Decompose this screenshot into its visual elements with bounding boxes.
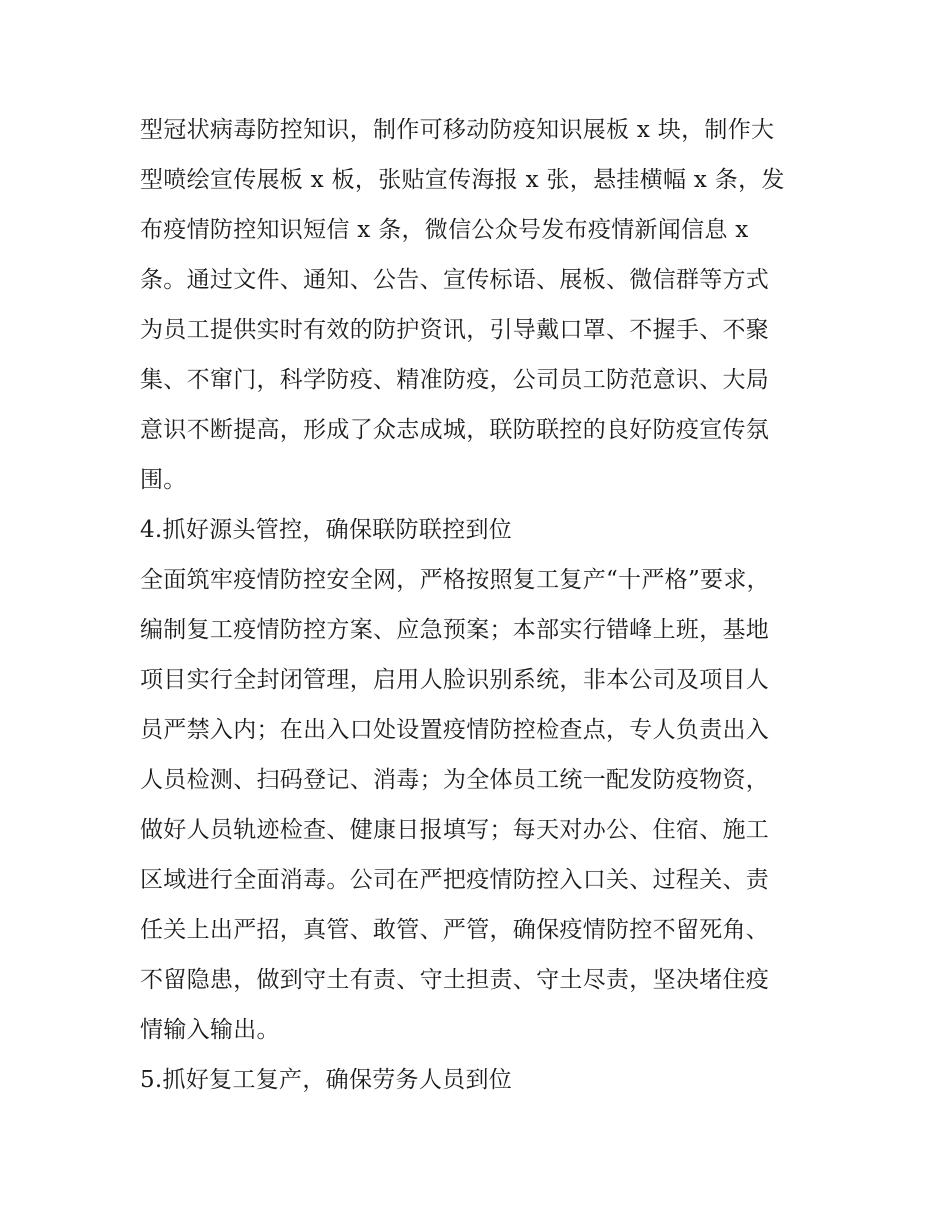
paragraph-line: 意识不断提高，形成了众志成城，联防联控的良好防疫宣传氛 — [140, 417, 770, 443]
paragraph-line: 项目实行全封闭管理，启用人脸识别系统，非本公司及项目人 — [140, 667, 770, 693]
paragraph-line: 编制复工疫情防控方案、应急预案；本部实行错峰上班，基地 — [140, 617, 770, 643]
section-heading-5: 5.抓好复工复产，确保劳务人员到位 — [140, 1067, 513, 1093]
paragraph-line: 情输入输出。 — [140, 1017, 280, 1043]
paragraph-line: 全面筑牢疫情防控安全网，严格按照复工复产“十严格”要求， — [140, 567, 770, 593]
paragraph-line: 区域进行全面消毒。公司在严把疫情防控入口关、过程关、责 — [140, 867, 770, 893]
paragraph-line: 围。 — [140, 467, 187, 493]
paragraph-line: 任关上出严招，真管、敢管、严管，确保疫情防控不留死角、 — [140, 917, 770, 943]
paragraph-line: 人员检测、扫码登记、消毒；为全体员工统一配发防疫物资， — [140, 767, 770, 793]
paragraph-line: 集、不窜门，科学防疫、精准防疫，公司员工防范意识、大局 — [140, 367, 770, 393]
paragraph-line: 做好人员轨迹检查、健康日报填写；每天对办公、住宿、施工 — [140, 817, 770, 843]
section-heading-4: 4.抓好源头管控，确保联防联控到位 — [140, 517, 513, 543]
paragraph-line: 条。通过文件、通知、公告、宣传标语、展板、微信群等方式 — [140, 267, 770, 293]
paragraph-line: 型喷绘宣传展板 x 板，张贴宣传海报 x 张，悬挂横幅 x 条，发 — [140, 167, 785, 193]
paragraph-line: 不留隐患，做到守土有责、守土担责、守土尽责，坚决堵住疫 — [140, 967, 770, 993]
paragraph-line: 员严禁入内；在出入口处设置疫情防控检查点，专人负责出入 — [140, 717, 770, 743]
paragraph-line: 布疫情防控知识短信 x 条，微信公众号发布疫情新闻信息 x — [140, 217, 749, 243]
paragraph-line: 型冠状病毒防控知识，制作可移动防疫知识展板 x 块，制作大 — [140, 117, 775, 143]
paragraph-line: 为员工提供实时有效的防护资讯，引导戴口罩、不握手、不聚 — [140, 317, 770, 343]
